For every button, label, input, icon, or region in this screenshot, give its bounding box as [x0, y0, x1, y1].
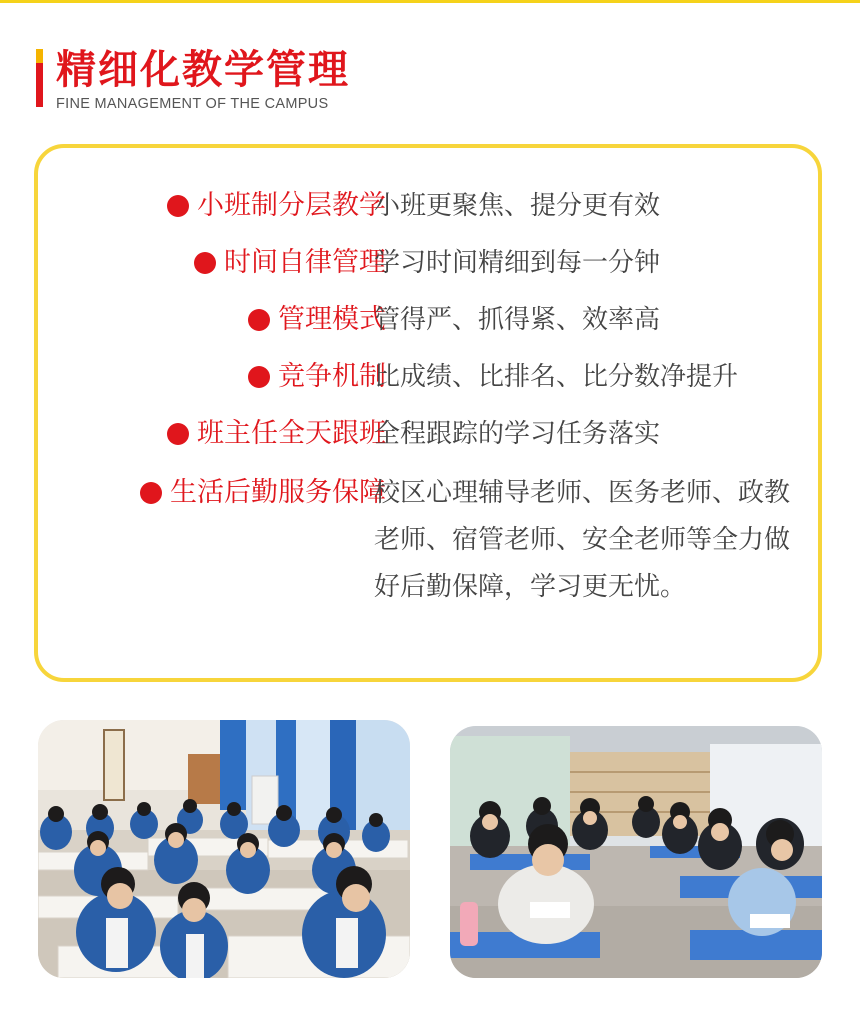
feature-title-text: 管理模式 — [278, 304, 386, 335]
feature-desc: 比成绩、比排名、比分数净提升 — [374, 362, 739, 392]
classroom-photo-right — [450, 726, 822, 978]
page-title: 精细化教学管理 — [56, 47, 350, 93]
bullet-dot-icon — [248, 309, 270, 331]
bullet-dot-icon — [167, 423, 189, 445]
page-subtitle: FINE MANAGEMENT OF THE CAMPUS — [56, 96, 329, 112]
feature-desc: 小班更聚焦、提分更有效 — [374, 191, 661, 221]
feature-desc: 全程跟踪的学习任务落实 — [374, 419, 661, 449]
title-accent-bar-top — [36, 49, 43, 63]
bullet-dot-icon — [194, 252, 216, 274]
feature-title-text: 班主任全天跟班 — [197, 418, 386, 449]
feature-title-text: 竞争机制 — [278, 361, 386, 392]
feature-title-text: 小班制分层教学 — [197, 190, 386, 221]
feature-panel — [34, 144, 822, 682]
feature-title — [248, 300, 386, 340]
bullet-dot-icon — [140, 482, 162, 504]
feature-title-text: 时间自律管理 — [224, 247, 386, 278]
feature-desc: 校区心理辅导老师、医务老师、政教老师、宿管老师、安全老师等全力做好后勤保障，学习更无忧。 — [374, 478, 791, 602]
feature-title-text: 生活后勤服务保障 — [170, 477, 386, 508]
bullet-dot-icon — [248, 366, 270, 388]
feature-title — [140, 473, 386, 513]
feature-title — [248, 357, 386, 397]
bullet-dot-icon — [167, 195, 189, 217]
feature-title — [167, 414, 386, 454]
feature-title — [167, 186, 386, 226]
feature-desc: 学习时间精细到每一分钟 — [374, 248, 661, 278]
classroom-photo-left — [38, 720, 410, 978]
feature-title — [194, 243, 386, 283]
feature-desc: 管得严、抓得紧、效率高 — [374, 305, 661, 335]
top-divider — [0, 0, 860, 3]
